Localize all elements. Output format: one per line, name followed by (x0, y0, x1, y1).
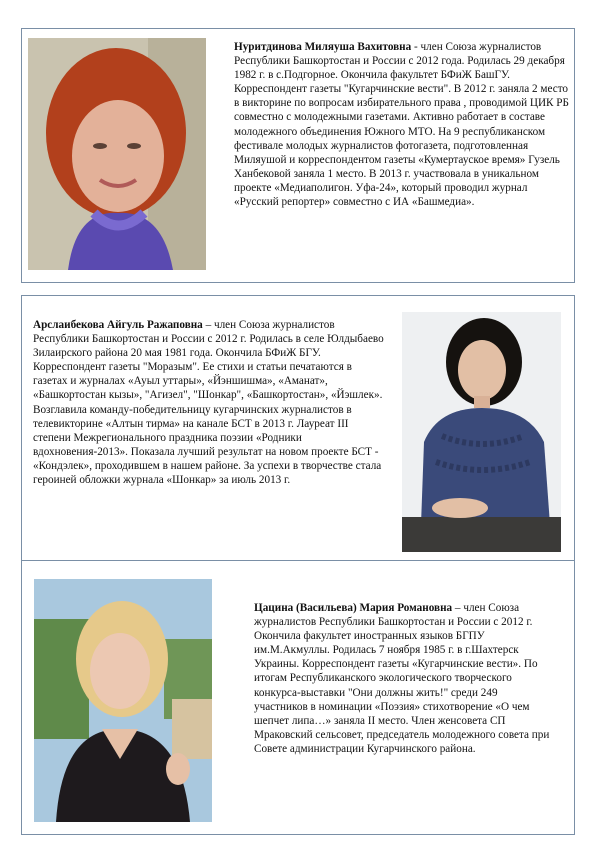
portrait-photo-3 (34, 579, 212, 822)
profile-bio-3: – член Союза журналистов Республики Башкортостан и России с 2012 г. Окончила факультет иностранных языков БГПУ им.М.Акмуллы. Родилась 7 ноября 1985 г. в г.Шахтерск Украины. Корреспондент газеты «Кугарчинские вести». По итогам Республиканского экологического творческого конкурса-выставки "Они должны жить!" среди 249 участников в номинации «Поэзия» стихотворение «О чем шепчет липа…» заняла II место. Член женсовета СП Мраковский сельсовет, председатель молодежного совета при Совете администрации Кугарчинского района. (254, 602, 550, 755)
portrait-photo-1 (28, 38, 206, 270)
profile-text-2 (33, 318, 388, 487)
profile-bio-1: - член Союза журналистов Республики Башкортостан и России с 2012 года. Родилась 29 декабря 1982 г. в с.Подгорное. Окончила факультет БФиЖ БашГУ. Корреспондент газеты "Кугарчинские вести". В 2012 г. заняла 2 место в викторине по вопросам избирательного права , проводимой ЦИК РБ совместно с молодежными газетами. Активно работает в составе молодежного объединения Южного МТО. На 9 республиканском фестивале молодых журналистов фотогазета, подготовленная Миляушой и корреспондентом газеты «Кумертауское время» Гузель Ханбековой заняла 1 место. В 2013 г. участвовала в уникальном проекте «Медиаполигон. Уфа-24», который проводил журнал «Русский репортер» совместно с ИА «Башмедиа». (234, 41, 569, 209)
profile-text-3 (254, 601, 554, 756)
profile-card-1 (21, 28, 575, 283)
profile-name-1: Нуритдинова Миляуша Вахитовна (234, 41, 412, 53)
profile-name-2: Арслаибекова Айгуль Ражаповна (33, 319, 203, 331)
portrait-image-3 (34, 579, 212, 822)
profile-card-2 (21, 295, 575, 561)
profile-card-3 (21, 560, 575, 835)
portrait-image-2 (402, 312, 561, 552)
profile-name-3: Цацина (Васильева) Мария Романовна (254, 602, 453, 614)
profile-bio-2: – член Союза журналистов Республики Башкортостан и России с 2012 г. Родилась в селе Юлдыбаево Зилаирского района 20 мая 1981 года. Окончила БФиЖ БГУ. Корреспондент газеты "Моразым". Ее стихи и статьи печатаются в газетах и журналах «Ауыл уттары», «Йэншишма», «Аманат», «Башкортостан кызы», "Агизел", "Шонкар", «Башкортостан», «Йэшлек». Возглавила команду-победительницу кугарчинских журналистов в телевикторине «Алтын тирма» на канале БСТ в 2013 г. Лауреат III степени Межрегионального праздника поэзии «Родники вдохновения-2013». Показала лучший результат на новом проекте БСТ - «Кондэлек», проходившем в нашем районе. За успехи в творчестве стала героиней обложки журнала «Шонкар» за июль 2013 г. (33, 319, 384, 487)
portrait-image-1 (28, 38, 206, 270)
profile-text-1 (234, 40, 571, 209)
portrait-photo-2 (402, 312, 561, 552)
